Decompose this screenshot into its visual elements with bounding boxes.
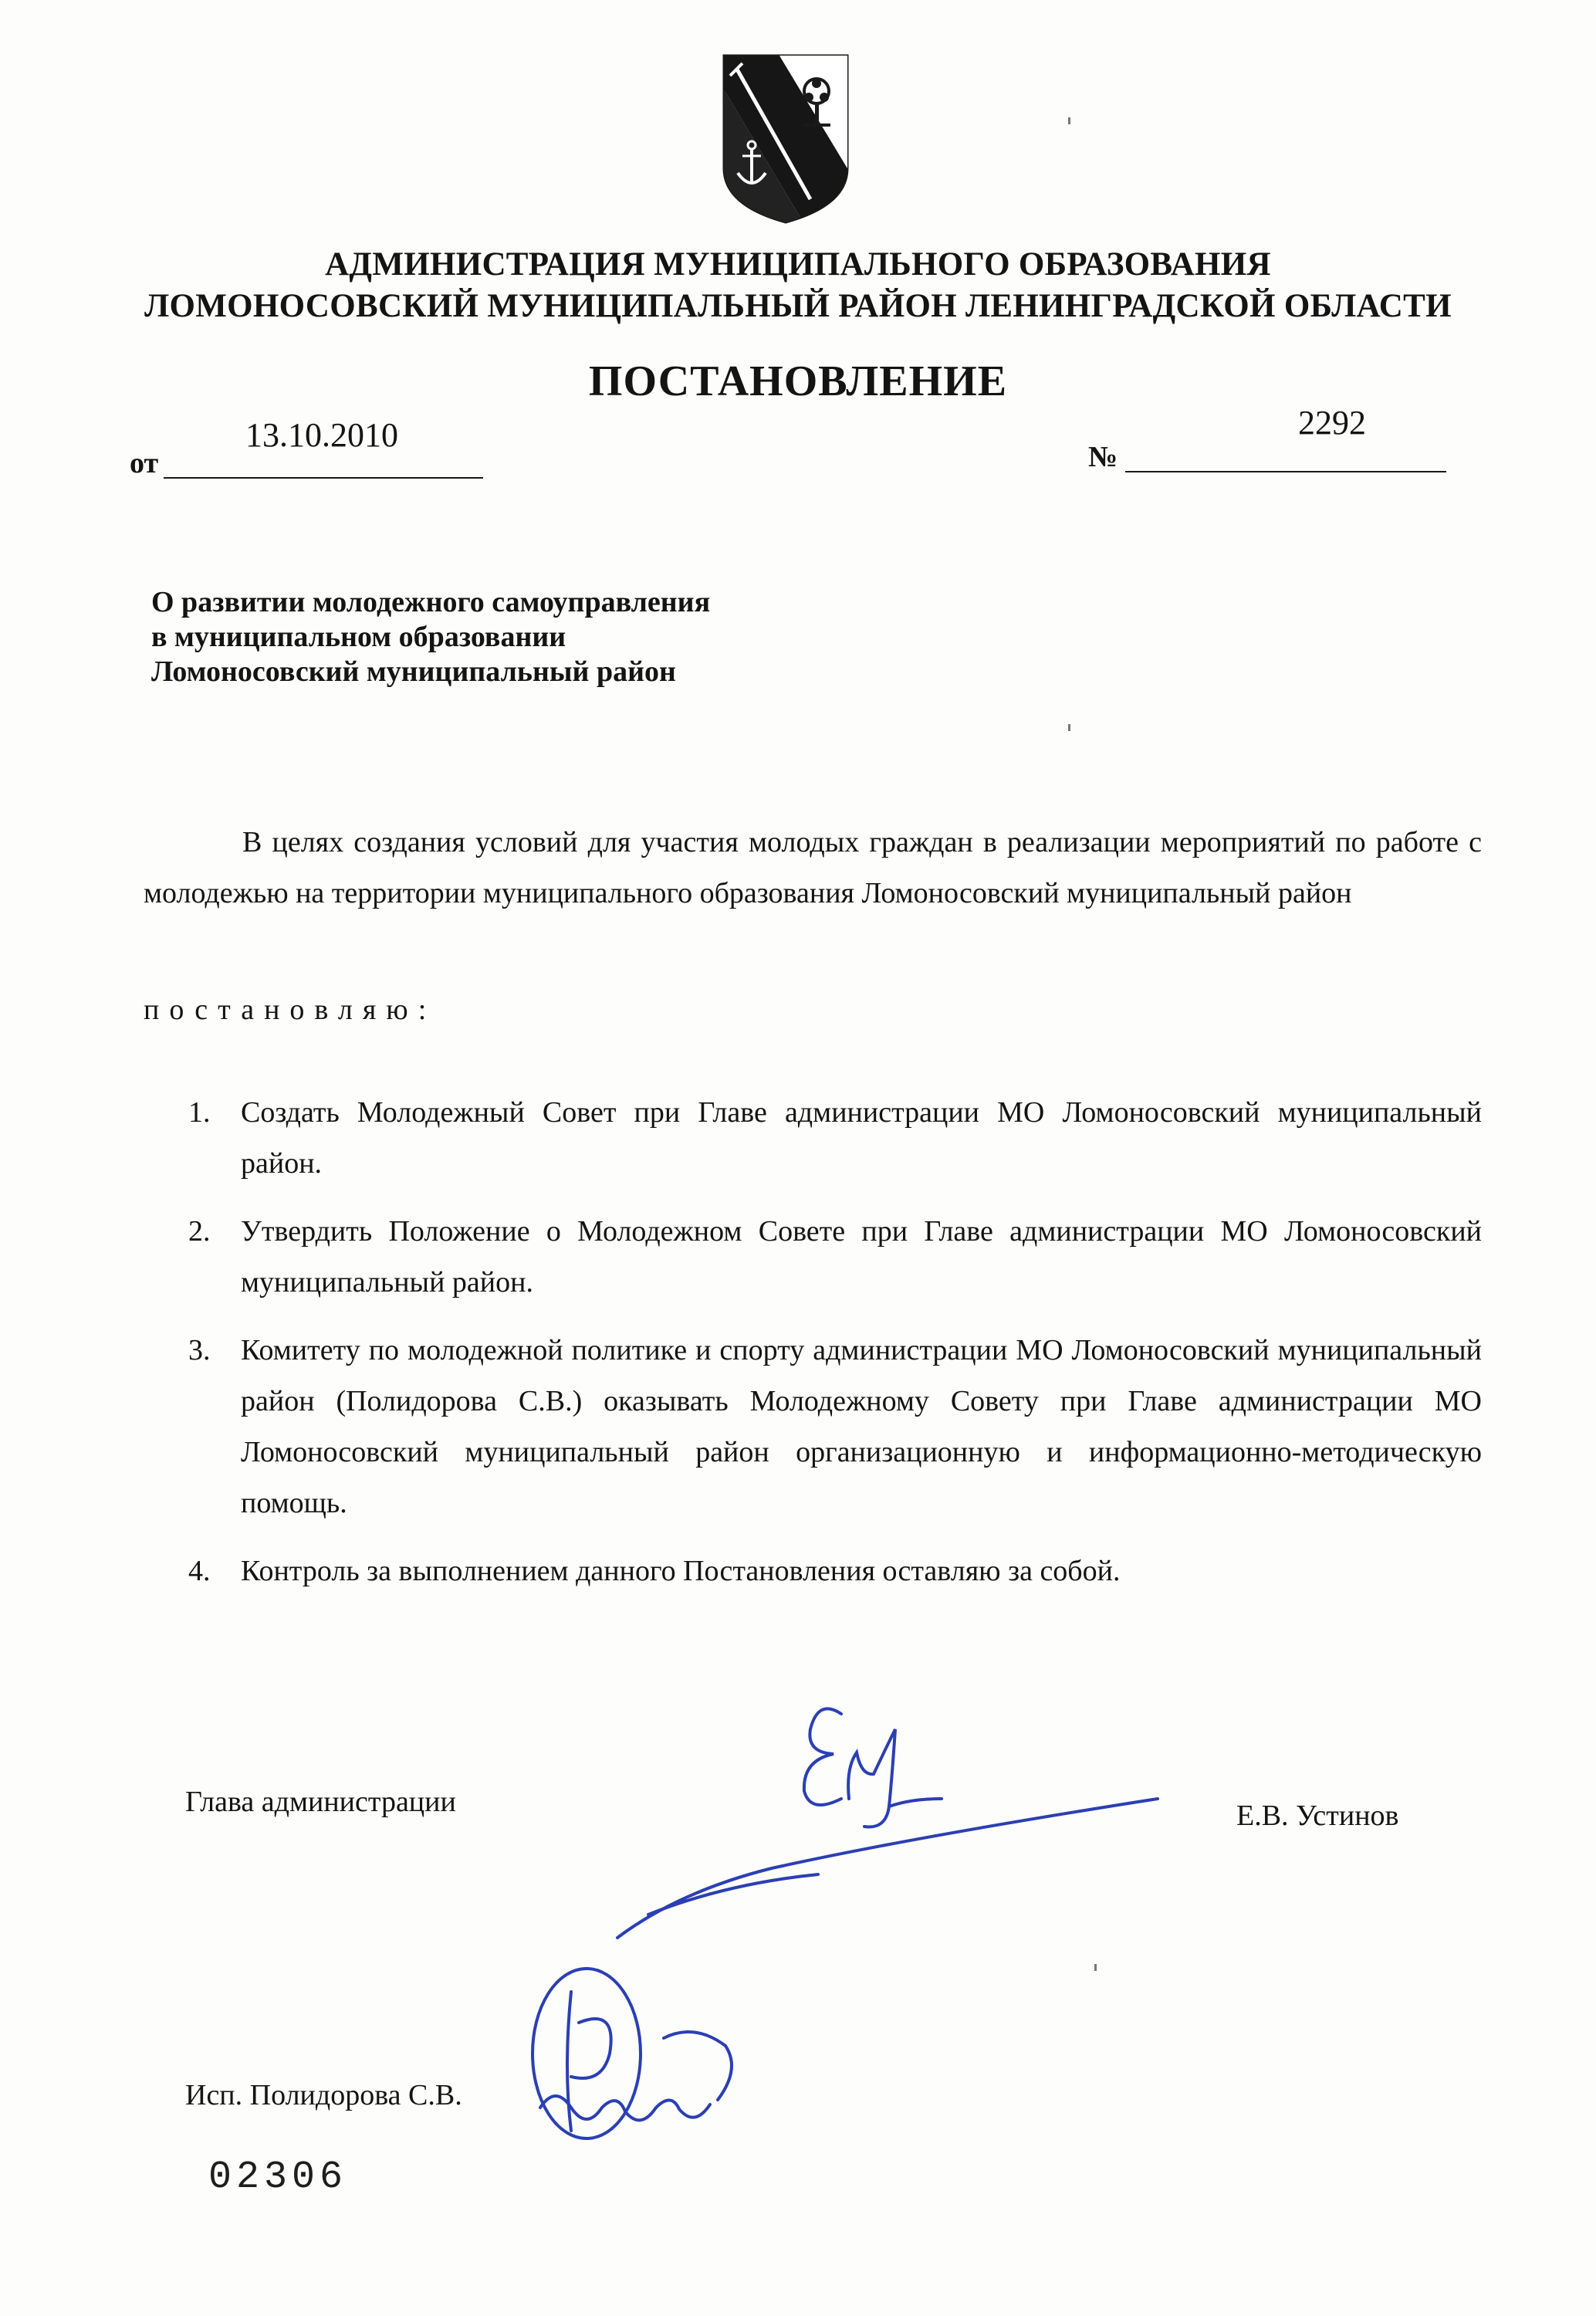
item-text: Комитету по молодежной политике и спорту администрации МО Ломоносовский муниципальный район (Полидорова С.В.) оказывать Молодежному Совету при Главе администрации МО Ломоносовский муниципальный район организационную и информационно-методическую помощь. [241,1334,1482,1519]
signatory-name: Е.В. Устинов [1236,1800,1399,1832]
number-underline [1125,471,1446,472]
subject-line: Ломоносовский муниципальный район [151,655,676,688]
scan-speck [1094,1964,1097,1971]
item-text: Контроль за выполнением данного Постановления оставляю за собой. [241,1555,1121,1587]
list-item [188,1087,1482,1189]
head-signature-icon [587,1683,1173,1953]
preamble-paragraph [144,817,1482,919]
org-name-line1: АДМИНИСТРАЦИЯ МУНИЦИПАЛЬНОГО ОБРАЗОВАНИЯ [325,246,1271,283]
decree-word: постановляю: [144,994,437,1026]
date-label: от [130,447,159,479]
list-item [188,1206,1482,1308]
scan-speck [1068,724,1070,731]
item-number: 3. [188,1334,211,1366]
number-label: № [1088,441,1118,473]
item-text: Утвердить Положение о Молодежном Совете при Главе администрации МО Ломоносовский муниципальный район. [241,1215,1482,1299]
subject-line: О развитии молодежного самоуправления [151,586,711,618]
list-item [188,1325,1482,1529]
document-subject [151,585,710,689]
document-date: 13.10.2010 [245,416,398,454]
signatory-role: Глава администрации [185,1786,456,1818]
document-number: 2292 [1298,404,1366,442]
list-item [188,1546,1482,1596]
subject-line: в муниципальном образовании [151,621,566,653]
preamble-text: В целях создания условий для участия молодых граждан в реализации мероприятий по работе с молодежью на территории муниципального образования Ломоносовский муниципальный район [144,826,1482,909]
org-name-line2: ЛОМОНОСОВСКИЙ МУНИЦИПАЛЬНЫЙ РАЙОН ЛЕНИНГРАДСКОЙ ОБЛАСТИ [144,288,1452,324]
item-text: Создать Молодежный Совет при Главе администрации МО Ломоносовский муниципальный район. [241,1096,1482,1180]
item-number: 1. [188,1096,211,1129]
coat-of-arms-icon [719,52,852,224]
executor-signature-icon [494,1945,756,2177]
date-underline [164,477,483,479]
item-number: 2. [188,1215,211,1248]
item-number: 4. [188,1555,211,1587]
scan-speck [1068,117,1070,124]
executor-name: Исп. Полидорова С.В. [185,2079,462,2111]
decree-items [188,1087,1482,1613]
registration-number: 02306 [208,2155,348,2199]
document-title: ПОСТАНОВЛЕНИЕ [588,357,1008,405]
